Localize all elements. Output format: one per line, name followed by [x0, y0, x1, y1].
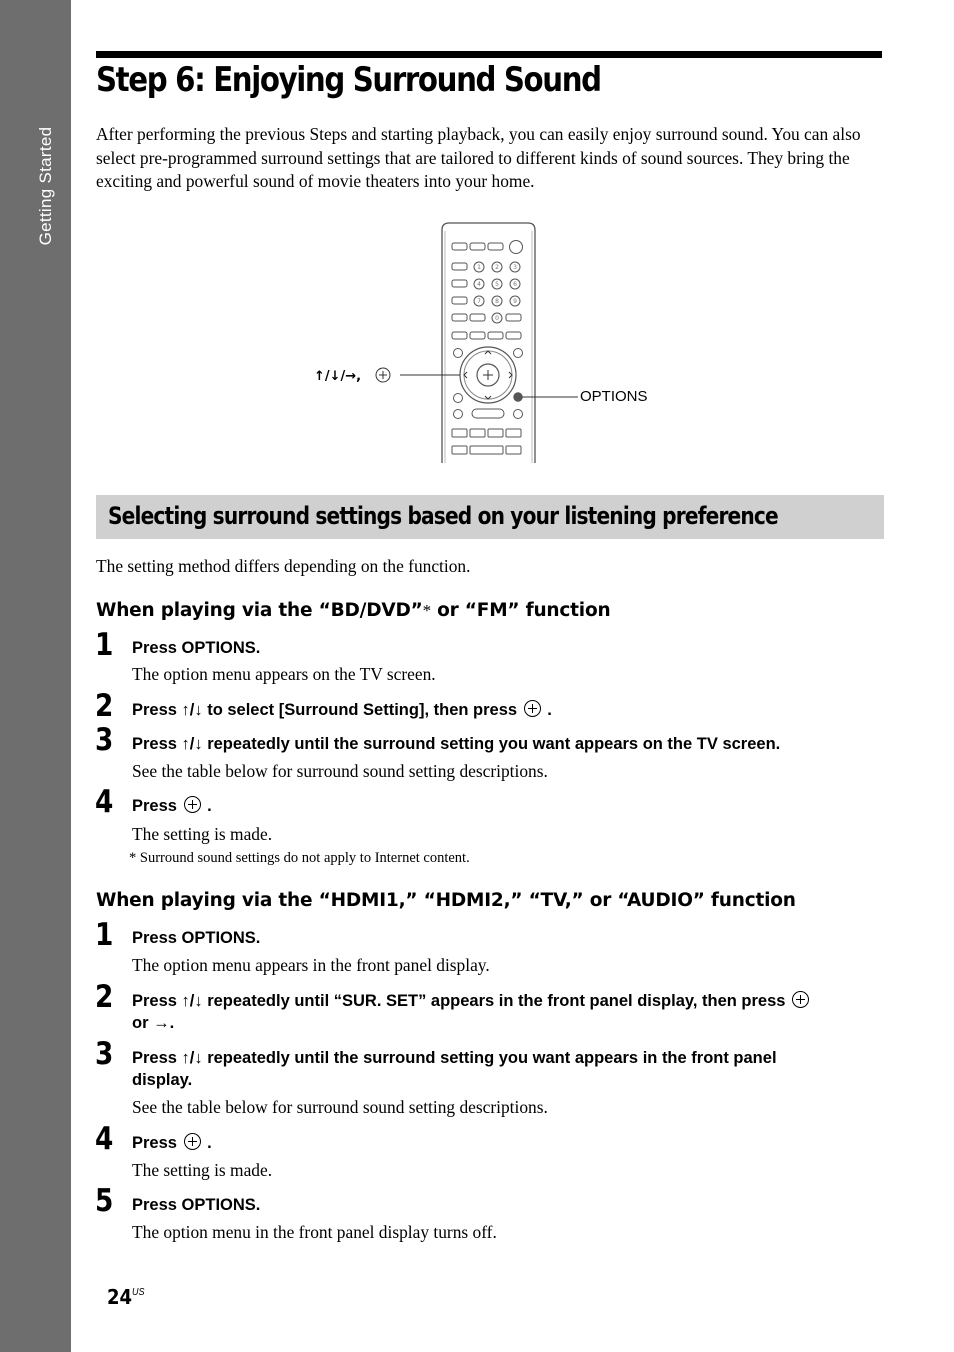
remote-illustration	[300, 218, 680, 468]
step-number: 3	[95, 722, 114, 758]
step-number: 2	[95, 979, 114, 1015]
instruction-text: Press ↑/↓ repeatedly until “SUR. SET” appears in the front panel display, then press	[132, 992, 786, 1010]
step-instruction	[132, 1047, 777, 1091]
footnote: * Surround sound settings do not apply to Internet content.	[129, 850, 470, 866]
step-instruction: Press OPTIONS.	[132, 929, 261, 947]
key-label: 6	[513, 281, 517, 288]
step-number: 1	[95, 627, 114, 663]
remote-control-drawing	[300, 218, 680, 468]
page-number-value: 24	[107, 1285, 133, 1309]
key-label: 8	[495, 298, 499, 305]
section-tab-label: Getting Started	[36, 126, 55, 246]
step-instruction	[132, 1132, 212, 1154]
arrow-keys-label: ↑/↓/→,	[314, 369, 362, 384]
step-number: 4	[95, 784, 114, 820]
step-instruction	[132, 795, 212, 817]
key-label: 1	[477, 264, 481, 271]
key-label: 0	[495, 315, 499, 322]
instruction-text: .	[207, 1134, 212, 1152]
options-label: OPTIONS	[580, 388, 648, 405]
asterisk-mark: *	[422, 601, 431, 620]
step-instruction: Press OPTIONS.	[132, 1196, 261, 1214]
instruction-text: or →.	[132, 1014, 175, 1032]
key-label: 4	[477, 281, 481, 288]
instruction-text: Press	[132, 797, 177, 815]
subheading-hdmi: When playing via the “HDMI1,” “HDMI2,” “TV,” or “AUDIO” function	[96, 890, 796, 911]
instruction-text: Press ↑/↓ repeatedly until the surround setting you want appears in the front panel	[132, 1049, 777, 1067]
step-description: See the table below for surround sound setting descriptions.	[132, 1097, 548, 1117]
instruction-text: Press	[132, 1134, 177, 1152]
step-number: 3	[95, 1036, 114, 1072]
section-title: Selecting surround settings based on your listening preference	[108, 502, 778, 530]
step-number: 4	[95, 1121, 114, 1157]
section-header-band	[96, 495, 884, 539]
key-label: 7	[477, 298, 481, 305]
step-description: See the table below for surround sound setting descriptions.	[132, 761, 548, 781]
subheading-text: or “FM” function	[430, 600, 611, 621]
step-instruction	[132, 990, 811, 1034]
step-description: The option menu appears in the front panel display.	[132, 955, 490, 975]
page-number-suffix: US	[132, 1287, 145, 1298]
page-title: Step 6: Enjoying Surround Sound	[96, 60, 601, 100]
subheading-bd-dvd	[96, 600, 610, 621]
instruction-text: .	[207, 797, 212, 815]
section-intro: The setting method differs depending on the function.	[96, 556, 471, 576]
intro-paragraph: After performing the previous Steps and starting playback, you can easily enjoy surround sound. You can also select pre-programmed surround settings that are tailored to different kinds of sound sources. They bring the exciting and powerful sound of movie theaters into your home.	[96, 124, 861, 191]
instruction-text: display.	[132, 1071, 193, 1089]
instruction-text: .	[547, 701, 552, 719]
top-rule	[96, 51, 882, 58]
key-label: 9	[513, 298, 517, 305]
enter-button-icon	[792, 991, 809, 1008]
step-number: 5	[95, 1183, 114, 1219]
step-number: 1	[95, 917, 114, 953]
page-number	[107, 1285, 145, 1309]
key-label: 5	[495, 281, 499, 288]
subheading-text: When playing via the “BD/DVD”	[96, 600, 423, 621]
enter-button-icon	[184, 1133, 201, 1150]
instruction-text: Press ↑/↓ to select [Surround Setting], then press	[132, 701, 518, 719]
key-label: 2	[495, 264, 499, 271]
step-description: The setting is made.	[132, 1160, 273, 1180]
step-instruction: Press ↑/↓ repeatedly until the surround setting you want appears on the TV screen.	[132, 735, 781, 753]
side-tab	[0, 0, 71, 1352]
step-number: 2	[95, 688, 114, 724]
key-label: 3	[513, 264, 517, 271]
enter-button-icon	[524, 700, 541, 717]
step-instruction	[132, 699, 552, 721]
step-instruction: Press OPTIONS.	[132, 639, 261, 657]
step-description: The setting is made.	[132, 824, 273, 844]
step-description: The option menu appears on the TV screen.	[132, 664, 436, 684]
step-description: The option menu in the front panel display turns off.	[132, 1222, 497, 1242]
enter-button-icon	[184, 796, 201, 813]
